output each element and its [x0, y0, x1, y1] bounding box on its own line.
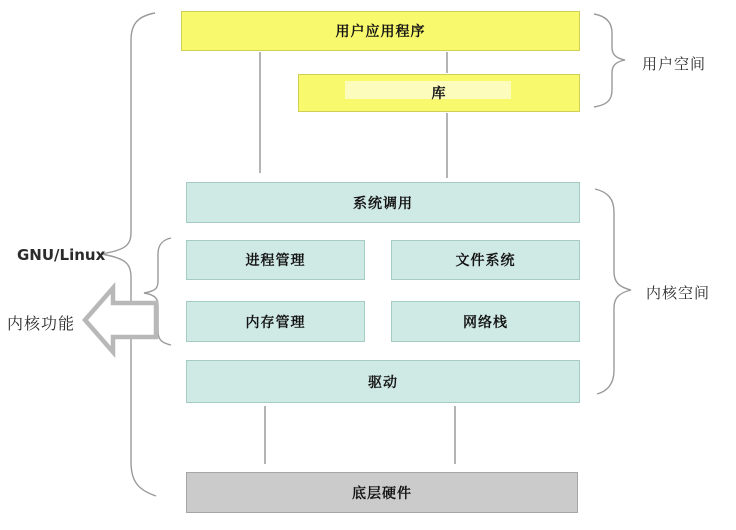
box-memory-management — [186, 301, 365, 342]
box-hardware — [186, 472, 578, 513]
box-user-applications-label: 用户应用程序 — [335, 24, 426, 40]
box-library-label: 库 — [431, 86, 447, 102]
kernel-space-label: 内核空间 — [646, 284, 711, 302]
box-system-calls-label: 系统调用 — [353, 195, 413, 212]
box-drivers — [186, 360, 580, 403]
box-file-system-label: 文件系统 — [455, 253, 516, 269]
box-memory-management-label: 内存管理 — [245, 314, 306, 331]
brace-kernel-space — [595, 189, 631, 394]
box-network-stack-label: 网络栈 — [463, 314, 508, 331]
box-network-stack — [391, 301, 580, 342]
kernel-functions-arrow-left-icon — [85, 288, 156, 352]
box-file-system — [391, 240, 580, 280]
box-hardware-label: 底层硬件 — [352, 485, 412, 502]
kernel-functions-label: 内核功能 — [7, 314, 76, 333]
box-user-applications — [181, 11, 580, 51]
box-library — [298, 74, 580, 112]
brace-user-space — [594, 14, 625, 107]
library-highlight-artifact — [345, 81, 511, 99]
box-process-management-label: 进程管理 — [245, 253, 306, 269]
box-process-management — [186, 240, 365, 280]
box-drivers-label: 驱动 — [368, 374, 398, 391]
brace-gnu-linux — [101, 13, 156, 496]
user-space-label: 用户空间 — [642, 55, 707, 73]
box-system-calls — [186, 182, 580, 223]
gnu-linux-label: GNU/Linux — [17, 246, 106, 264]
